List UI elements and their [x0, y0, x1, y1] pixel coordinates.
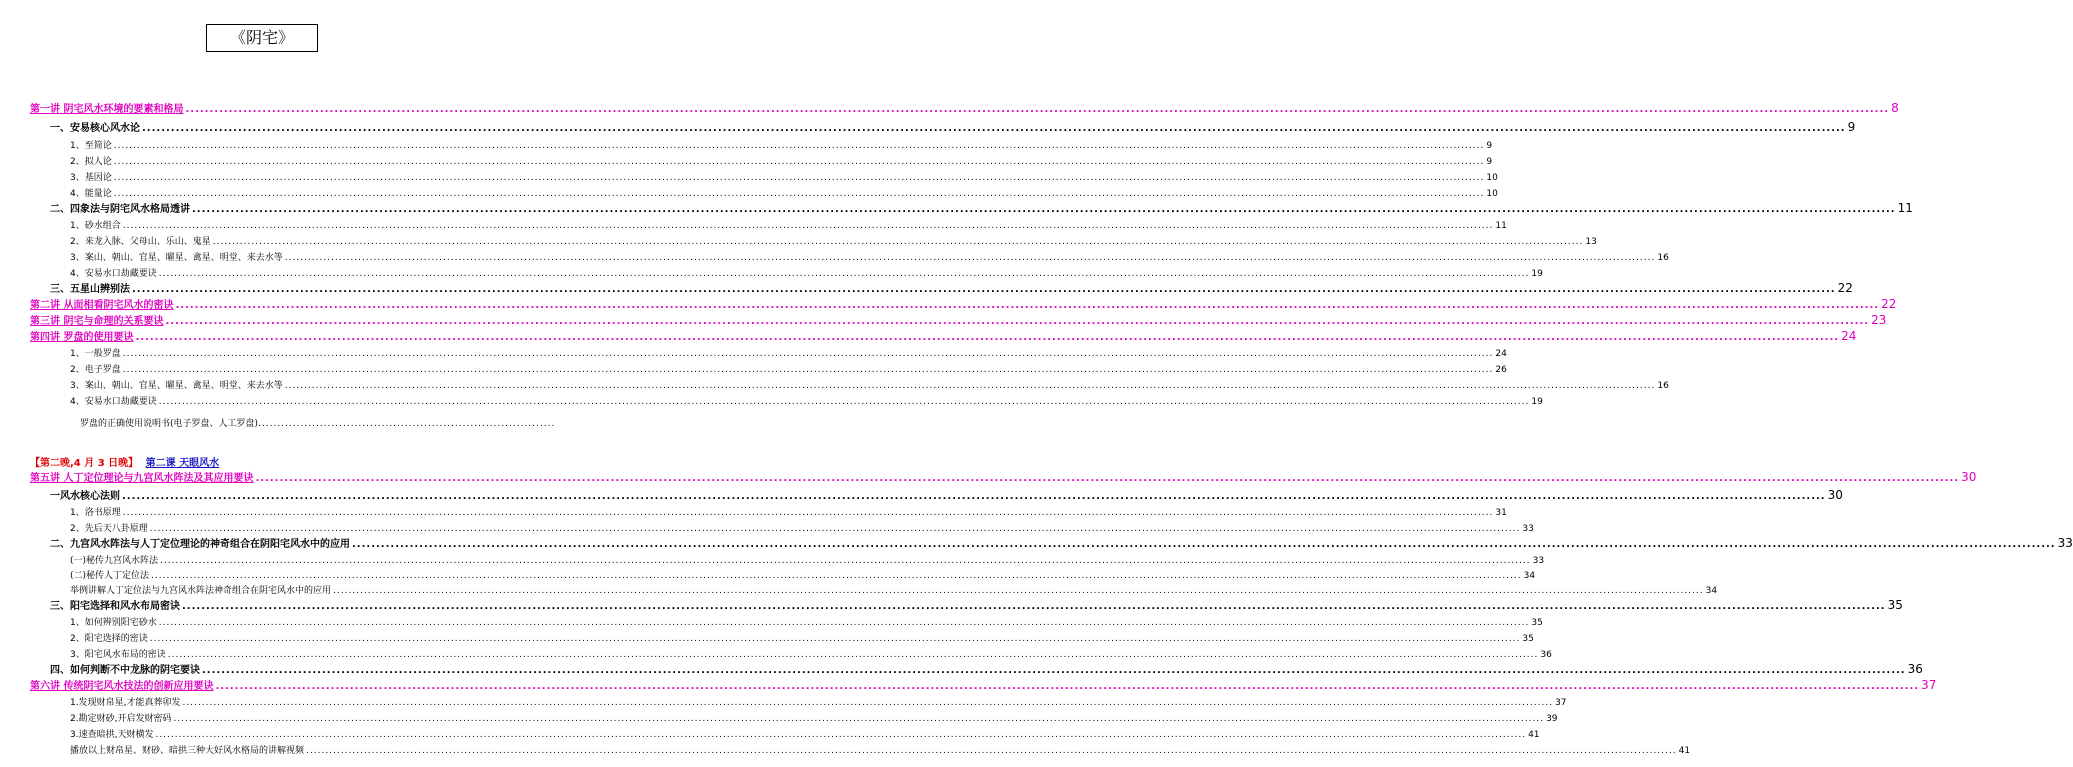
toc-entry[interactable]: [50, 536, 2073, 550]
toc-page-number: 19: [1531, 269, 1543, 279]
toc-entry[interactable]: [70, 504, 1507, 518]
toc-dot-leader: [202, 665, 1906, 676]
toc-entry[interactable]: [70, 582, 1718, 596]
toc-entry-title: 一风水核心法则: [50, 491, 120, 502]
toc-entry-title: 第一讲 阴宅风水环境的要素和格局: [30, 104, 184, 115]
toc-page-number: 24: [1841, 329, 1857, 343]
toc-entry-title: 2、来龙入脉、父母山、乐山、鬼星: [70, 237, 211, 247]
toc-dot-leader: [132, 284, 1836, 295]
toc-dot-leader: [123, 365, 1494, 375]
toc-entry-title: 二、四象法与阴宅风水格局透讲: [50, 204, 190, 215]
toc-entry-title: 3、基因论: [70, 173, 112, 183]
toc-entry-title: 4、安易水口劫藏要诀: [70, 397, 157, 407]
toc-dot-leader: [123, 508, 1494, 518]
toc-entry[interactable]: [30, 297, 1897, 311]
toc-entry[interactable]: [30, 101, 1899, 115]
compass-note-text: 罗盘的正确使用说明书(电子罗盘、人工罗盘): [80, 419, 259, 429]
toc-entry-title: 1、至简论: [70, 141, 112, 151]
toc-page-number: 30: [1961, 470, 1977, 484]
toc-entry[interactable]: [70, 377, 1669, 391]
toc-dot-leader: [333, 586, 1704, 596]
toc-entry[interactable]: [30, 329, 1857, 343]
toc-dot-leader: [114, 141, 1485, 151]
toc-dot-leader: [150, 524, 1521, 534]
toc-entry[interactable]: [50, 120, 1856, 134]
toc-page-number: 37: [1555, 698, 1567, 708]
toc-dot-leader: [173, 714, 1544, 724]
toc-entry[interactable]: [30, 313, 1887, 327]
toc-entry[interactable]: [70, 520, 1534, 534]
toc-entry-title: 第二讲 从面相看阴宅风水的密诀: [30, 300, 174, 311]
toc-entry-title: 第三讲 阴宅与命理的关系要诀: [30, 316, 164, 327]
toc-dot-leader: [255, 473, 1959, 484]
toc-dot-leader: [185, 104, 1889, 115]
toc-entry[interactable]: [70, 630, 1534, 644]
toc-entry[interactable]: [70, 552, 1545, 566]
toc-page-number: 34: [1705, 586, 1718, 596]
toc-dot-leader: [160, 556, 1531, 566]
toc-entry-title: 1、洛书原理: [70, 508, 121, 518]
toc-dot-leader: [159, 269, 1530, 279]
toc-entry[interactable]: [70, 169, 1498, 183]
toc-dot-leader: [114, 189, 1485, 199]
toc-dot-leader: [151, 571, 1522, 581]
toc-entry-title: 2、先后天八卦原理: [70, 524, 148, 534]
toc-page-number: 22: [1837, 281, 1853, 295]
toc-page-number: 9: [1486, 141, 1493, 151]
toc-entry-title: 3.速查暗拱,天财横发: [70, 730, 154, 740]
toc-page-number: 35: [1531, 618, 1543, 628]
toc-entry[interactable]: [70, 361, 1507, 375]
toc-page-number: 30: [1827, 488, 1843, 502]
toc-page-number: 11: [1495, 221, 1507, 231]
toc-page-number: 31: [1495, 508, 1507, 518]
document-title: 《阴宅》: [206, 24, 318, 52]
toc-entry[interactable]: [70, 726, 1540, 740]
toc-entry-title: 播放以上财帛星、财砂、暗拱三种大好风水格局的讲解视频: [70, 746, 305, 756]
toc-dot-leader: [123, 349, 1494, 359]
toc-entry[interactable]: [70, 137, 1493, 151]
toc-entry[interactable]: [50, 598, 1903, 612]
toc-page-number: 35: [1522, 634, 1534, 644]
toc-entry[interactable]: [70, 249, 1669, 263]
toc-entry-title: 2、电子罗盘: [70, 365, 121, 375]
toc-dot-leader: [159, 397, 1530, 407]
toc-page-number: 26: [1495, 365, 1507, 375]
toc-page-number: 10: [1486, 173, 1498, 183]
toc-page-number: 33: [2057, 536, 2073, 550]
toc-entry-title: 二、九宫风水阵法与人丁定位理论的神奇组合在阴阳宅风水中的应用: [50, 539, 350, 550]
toc-entry[interactable]: [70, 742, 1691, 756]
toc-entry-title: 四、如何判断不中龙脉的阴宅要诀: [50, 665, 200, 676]
toc-page-number: 36: [1907, 662, 1923, 676]
toc-entry-title: 2、拟人论: [70, 157, 112, 167]
toc-dot-leader: [306, 746, 1677, 756]
toc-entry-title: 第四讲 罗盘的使用要诀: [30, 332, 134, 343]
toc-dot-leader: [135, 332, 1839, 343]
toc-dot-leader: [213, 237, 1584, 247]
toc-dot-leader: [142, 123, 1846, 134]
toc-dot-leader: [182, 698, 1553, 708]
toc-dot-leader: [182, 601, 1886, 612]
toc-page-number: 9: [1847, 120, 1856, 134]
toc-dot-leader: [159, 618, 1530, 628]
toc-dot-leader: [285, 253, 1656, 263]
toc-page-number: 11: [1897, 201, 1913, 215]
toc-page-number: 34: [1523, 571, 1536, 581]
toc-entry-title: 3、案山、朝山、官星、曜星、禽星、明堂、来去水等: [70, 381, 283, 391]
toc-page-number: 35: [1887, 598, 1903, 612]
toc-entry-title: 4、能量论: [70, 189, 112, 199]
toc-entry-title: 3、案山、朝山、官星、曜星、禽星、明堂、来去水等: [70, 253, 283, 263]
toc-dot-leader: [165, 316, 1869, 327]
compass-note-leader: .............................................................................: [258, 419, 556, 429]
toc-page-number: 39: [1546, 714, 1558, 724]
toc-entry-title: 1、如何辨别阳宅砂水: [70, 618, 157, 628]
toc-page-number: 33: [1522, 524, 1534, 534]
session-two-heading: [30, 454, 219, 469]
toc-page-number: 8: [1891, 101, 1899, 115]
toc-entry[interactable]: [70, 233, 1597, 247]
toc-page-number: 41: [1528, 730, 1540, 740]
toc-entry-title: 一、安易核心风水论: [50, 123, 140, 134]
toc-dot-leader: [215, 681, 1919, 692]
toc-page-number: 16: [1657, 381, 1669, 391]
toc-entry-title: 1.发现财帛星,才能真葬卯发: [70, 698, 181, 708]
toc-page-number: 10: [1486, 189, 1498, 199]
toc-dot-leader: [155, 730, 1526, 740]
toc-entry-title: 三、阳宅选择和风水布局密诀: [50, 601, 180, 612]
toc-entry-title: 三、五星山辨别法: [50, 284, 130, 295]
toc-dot-leader: [352, 539, 2056, 550]
toc-dot-leader: [114, 173, 1485, 183]
toc-page-number: 41: [1678, 746, 1691, 756]
toc-page-number: 16: [1657, 253, 1669, 263]
toc-entry[interactable]: [30, 470, 1977, 484]
toc-entry-title: 1、一般罗盘: [70, 349, 121, 359]
toc-entry-title: 2.勘定财砂,开启发财密码: [70, 714, 172, 724]
toc-dot-leader: [192, 204, 1896, 215]
toc-entry[interactable]: [70, 185, 1498, 199]
toc-entry-title: 1、砂水组合: [70, 221, 121, 231]
toc-entry[interactable]: [70, 393, 1543, 407]
toc-entry-title: 第五讲 人丁定位理论与九宫风水阵法及其应用要诀: [30, 473, 254, 484]
toc-entry[interactable]: [70, 646, 1552, 660]
toc-entry[interactable]: [70, 710, 1558, 724]
toc-page-number: 13: [1585, 237, 1597, 247]
toc-page-number: 19: [1531, 397, 1543, 407]
toc-entry[interactable]: [30, 678, 1937, 692]
toc-dot-leader: [168, 650, 1539, 660]
session-course-title: 第二课 天眼风水: [145, 458, 220, 469]
toc-entry[interactable]: [70, 567, 1536, 581]
toc-entry-title: 4、安易水口劫藏要诀: [70, 269, 157, 279]
toc-dot-leader: [285, 381, 1656, 391]
toc-page-number: 36: [1540, 650, 1552, 660]
toc-entry[interactable]: [70, 614, 1543, 628]
toc-entry[interactable]: [70, 217, 1507, 231]
toc-page-number: 22: [1881, 297, 1897, 311]
toc-entry-title: (二)秘传人丁定位法: [70, 571, 150, 581]
toc-entry[interactable]: [70, 153, 1493, 167]
toc-entry[interactable]: [70, 265, 1543, 279]
toc-dot-leader: [122, 491, 1826, 502]
toc-dot-leader: [175, 300, 1879, 311]
toc-entry-title: (一)秘传九宫风水阵法: [70, 556, 159, 566]
toc-page-number: 37: [1921, 678, 1937, 692]
toc-entry-title: 2、阳宅选择的密诀: [70, 634, 148, 644]
toc-entry-title: 3、阳宅风水布局的密诀: [70, 650, 166, 660]
toc-entry[interactable]: [50, 488, 1843, 502]
toc-dot-leader: [123, 221, 1494, 231]
toc-entry[interactable]: [70, 694, 1567, 708]
session-date-bracket: 【第二晚,4 月 3 日晚】: [30, 458, 139, 469]
toc-entry[interactable]: [70, 345, 1507, 359]
toc-page-number: 9: [1486, 157, 1493, 167]
toc-entry[interactable]: [50, 201, 1913, 215]
compass-manual-note: [80, 416, 555, 429]
toc-page-number: 23: [1871, 313, 1887, 327]
toc-entry[interactable]: [50, 281, 1853, 295]
toc-page-number: 24: [1495, 349, 1507, 359]
toc-dot-leader: [150, 634, 1521, 644]
toc-entry-title: 举例讲解人丁定位法与九宫风水阵法神奇组合在阴宅风水中的应用: [70, 586, 332, 596]
toc-page-number: 33: [1532, 556, 1545, 566]
toc-entry[interactable]: [50, 662, 1923, 676]
toc-entry-title: 第六讲 传统阴宅风水技法的创新应用要诀: [30, 681, 214, 692]
toc-dot-leader: [114, 157, 1485, 167]
